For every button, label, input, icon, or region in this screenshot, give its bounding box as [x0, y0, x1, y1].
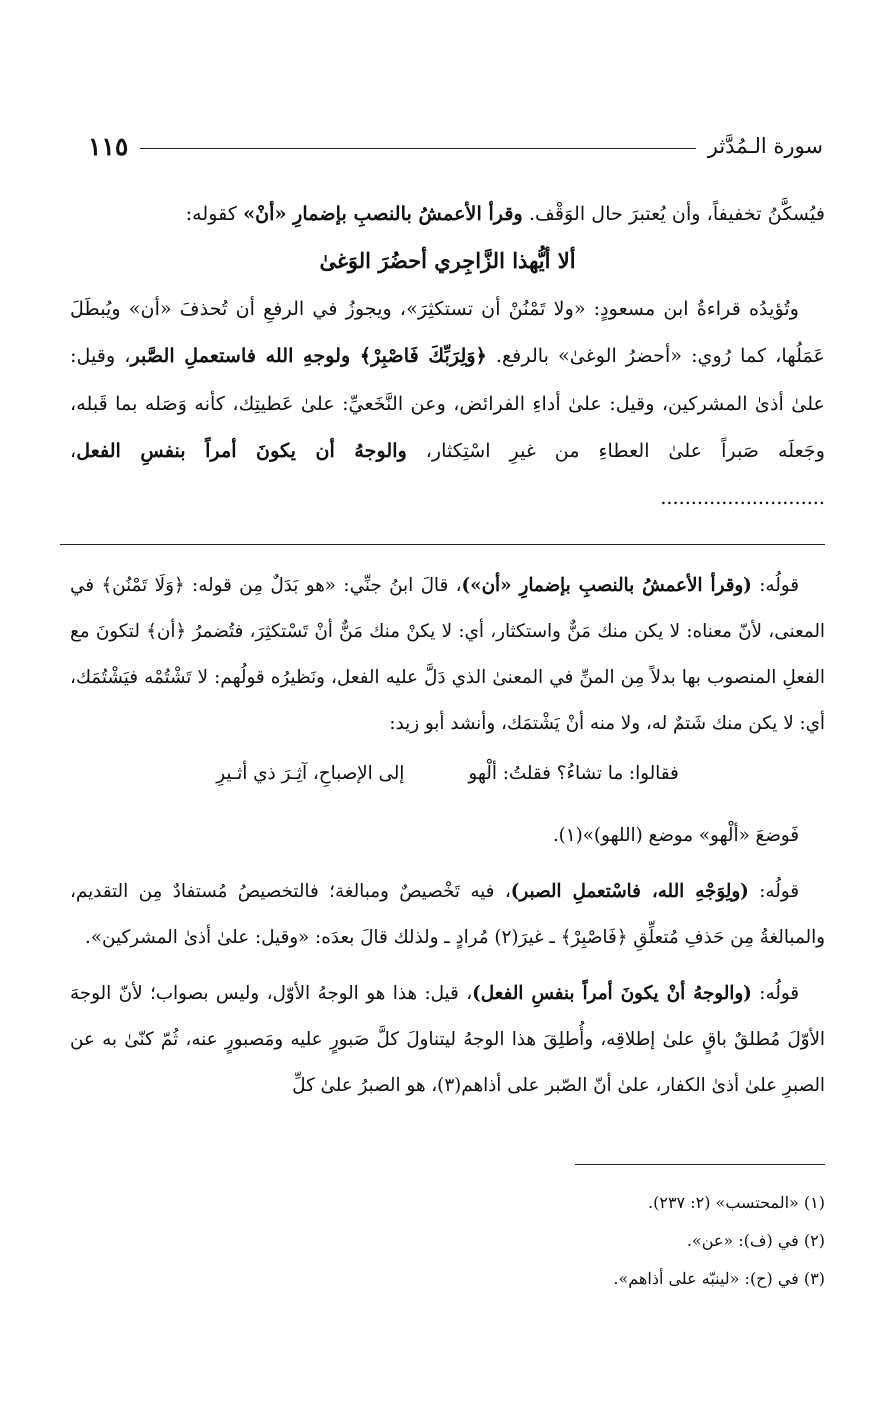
- main-bold-phrase: والوجهُ أن يكونَ أمراً بنفسِ الفعل: [76, 439, 407, 463]
- main-line-1: [70, 190, 825, 237]
- commentary-paragraph: [70, 563, 825, 747]
- surah-title: سورة الـمُدَّثر: [707, 134, 823, 158]
- commentary-text: ، قالَ ابنُ جنِّي: «هو بَدَلٌ مِن قوله: ﴿وَلَا تَمْنُن﴾ في المعنى، لأنّ معناه: لا يكن منك مَنٌّ واستكثار، أي: لا يكنْ منك مَنٌّ أنْ تَسْتكثِرَ، فتُضمرُ ﴿أن﴾ لتكونَ مع الفعلِ المنصوب بها بدلاً مِن المنِّ في المعنىٰ الذي دَلَّ عليه الفعل، ونَظيرُه قولُهم: لا تَشْتُمْه فيَشْتُمَك، أي: لا يكن منك شَتمٌ له، ولا منه أنْ يَشْتمَك، وأنشد أبو زيد:: [70, 575, 825, 734]
- commentary-lemma: (والوجهُ أنْ يكونَ أمراً بنفسِ الفعل): [472, 983, 752, 1004]
- main-paragraph: [70, 285, 825, 522]
- commentary-text: ، قيل: هذا هو الوجهُ الأوّل، وليس بصواب؛ لأنّ الوجهَ الأوّلَ مُطلقٌ باقٍ علىٰ إطلاقِه، وأُطلِقَ هذا الوجهُ ليتناولَ كلَّ صَبورٍ عليه ومَصبورٍ عنه، ثُمّ كنّىٰ به عن الصبرِ علىٰ أذىٰ الكفار، علىٰ أنّ الصّبر على أذاهم(٣)، هو الصبرُ علىٰ كلِّ: [70, 983, 825, 1096]
- running-header: [88, 128, 823, 164]
- poem-hemistich-right: فقالوا: ما تشاءُ؟ فقلتُ: ألْهو: [468, 763, 679, 784]
- main-text-span: ، وقيل: علىٰ أذىٰ المشركين، وقيل: علىٰ أداءِ الفرائض، وعن النَّخَعيِّ: علىٰ عَطيتِك، كأنه وَصَله بما قَبله، وجَعلَه صَبراً علىٰ العطاءِ من غيرِ اسْتِكثار،: [70, 344, 825, 463]
- footnote-rule: [575, 1164, 825, 1165]
- continuation-dots: ...........................: [660, 486, 825, 510]
- commentary-paragraph: [70, 869, 825, 961]
- commentary-text: قولُه:: [748, 881, 799, 902]
- commentary-paragraph: فَوضعَ «ألْهو» موضع (اللهو)»(١).: [552, 825, 799, 846]
- main-bold-phrase: وقرأ الأعمشُ بالنصبِ بإضمارِ «أنْ»: [243, 202, 523, 225]
- main-text-span: فيُسكَّنُ تخفيفاً، وأن يُعتبرَ حال الوَقْف.: [522, 202, 825, 225]
- footnote: (٢) في (ف): «عن».: [686, 1231, 825, 1250]
- commentary-lemma: (وقرأ الأعمشُ بالنصبِ بإضمارِ «أن»): [461, 575, 752, 596]
- main-text: [70, 190, 825, 522]
- page-number: ١١٥: [88, 131, 129, 161]
- commentary-text: قولُه:: [751, 575, 799, 596]
- commentary-text: قولُه:: [751, 983, 799, 1004]
- main-text-span: وتُؤيدُه قراءةُ ابن مسعودٍ: «ولا تَمْنُنْ أن تستكثِرَ»، ويجوزُ في الرفعِ أن تُحذفَ «أن» ويُبطَلَ عَمَلُها، كما رُوي: «أحضرُ الوغىٰ» بالرفع.: [70, 296, 825, 368]
- commentary: [70, 563, 825, 1109]
- poem-couplet: [70, 751, 825, 797]
- footnote: (١) «المحتسب» (٢: ٢٣٧).: [648, 1193, 825, 1212]
- main-text-span: ،: [70, 439, 77, 463]
- footnote: (٣) في (ح): «لينبّه على أذاهم».: [613, 1269, 825, 1288]
- main-text-span: كقوله:: [185, 202, 244, 225]
- commentary-text: ، فيه تَخْصيصٌ ومبالغة؛ فالتخصيصُ مُستفادٌ مِن التقديم، والمبالغةُ مِن حَذفِ مُتعلِّقِ ﴿فَاصْبِرْ﴾ ـ غيرَ(٢) مُرادٍ ـ ولذلك قالَ بعدَه: «وقيل: علىٰ أذىٰ المشركين».: [70, 881, 825, 948]
- poetry-verse: ألا أيُّهذا الزَّاجِري أحضُرَ الوَغىٰ: [319, 248, 576, 274]
- commentary-paragraph: [70, 971, 825, 1109]
- poem-hemistich-left: إلى الإصباحِ، آثِـرَ ذي أثـيرِ: [216, 763, 405, 784]
- quran-quote-bold: ﴿وَلِرَبِّكَ فَاصْبِرْ﴾ ولوجهِ الله فاستعملِ الصَّبر: [130, 344, 487, 368]
- header-rule: [140, 148, 695, 149]
- section-divider: [60, 544, 825, 545]
- footnotes: [70, 1184, 825, 1298]
- commentary-lemma: (ولِوَجْهِ الله، فاسْتعملِ الصبر): [510, 881, 749, 902]
